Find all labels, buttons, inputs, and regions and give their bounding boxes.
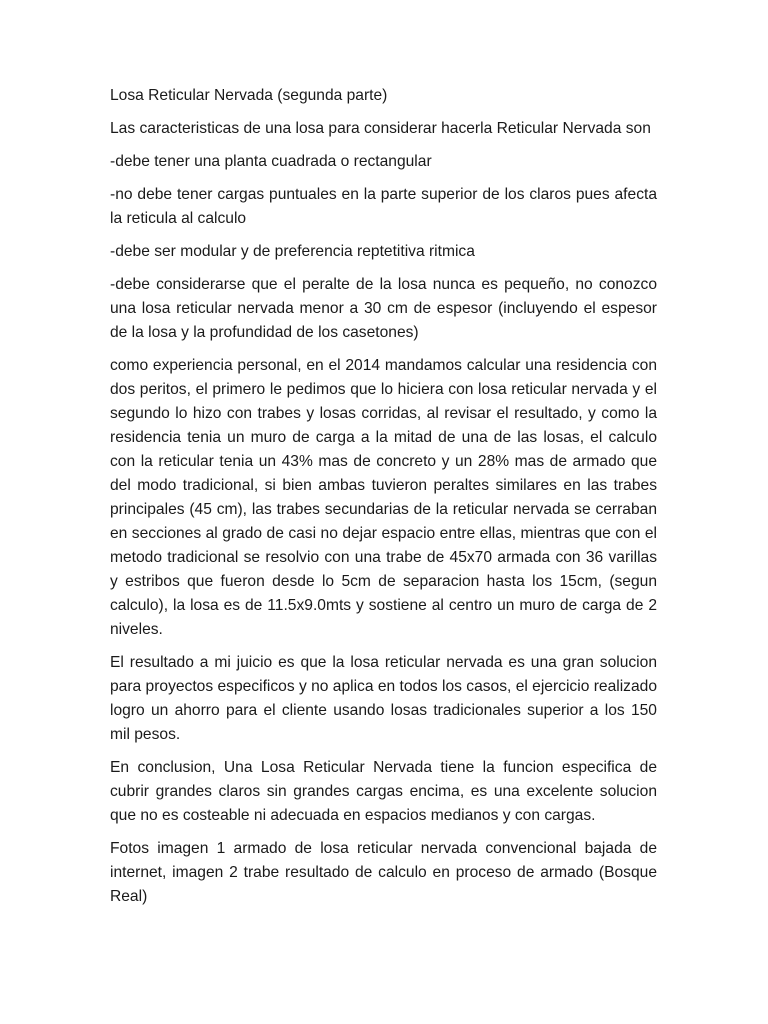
paragraph-experiencia: como experiencia personal, en el 2014 mandamos calcular una residencia con dos peritos, el primero le pedimos que lo hiciera con losa reticular nervada y el segundo lo hizo con trabes y losas corridas, al revisar el resultado, y como la residencia tenia un muro de carga a la mitad de una de las losas, el calculo con la reticular tenia un 43% mas de concreto y un 28% mas de armado que del modo tradicional, si bien ambas tuvieron peraltes similares en las trabes principales (45 cm), las trabes secundarias de la reticular nervada se cerraban en secciones al grado de casi no dejar espacio entre ellas, mientras que con el metodo tradicional se resolvio con una trabe de 45x70 armada con 36 varillas y estribos que fueron desde lo 5cm de separacion hasta los 15cm, (segun calculo), la losa es de 11.5x9.0mts y sostiene al centro un muro de carga de 2 niveles.: [110, 357, 657, 638]
paragraph-intro: Las caracteristicas de una losa para considerar hacerla Reticular Nervada son: [110, 120, 651, 137]
bullet-peralte: -debe considerarse que el peralte de la losa nunca es pequeño, no conozco una losa reticular nervada menor a 30 cm de espesor (incluyendo el espesor de la losa y la profundidad de los casetones): [110, 276, 657, 341]
bullet-planta: -debe tener una planta cuadrada o rectangular: [110, 153, 432, 170]
bullet-modular: -debe ser modular y de preferencia reptetitiva ritmica: [110, 243, 475, 260]
document-page: [110, 84, 657, 918]
bullet-cargas: -no debe tener cargas puntuales en la parte superior de los claros pues afecta la reticula al calculo: [110, 186, 657, 227]
document-title: Losa Reticular Nervada (segunda parte): [110, 87, 388, 104]
paragraph-fotos: Fotos imagen 1 armado de losa reticular nervada convencional bajada de internet, imagen 2 trabe resultado de calculo en proceso de armado (Bosque Real): [110, 840, 657, 905]
paragraph-conclusion: En conclusion, Una Losa Reticular Nervada tiene la funcion especifica de cubrir grandes claros sin grandes cargas encima, es una excelente solucion que no es costeable ni adecuada en espacios medianos y con cargas.: [110, 759, 657, 824]
paragraph-resultado: El resultado a mi juicio es que la losa reticular nervada es una gran solucion para proyectos especificos y no aplica en todos los casos, el ejercicio realizado logro un ahorro para el cliente usando losas tradicionales superior a los 150 mil pesos.: [110, 654, 657, 743]
